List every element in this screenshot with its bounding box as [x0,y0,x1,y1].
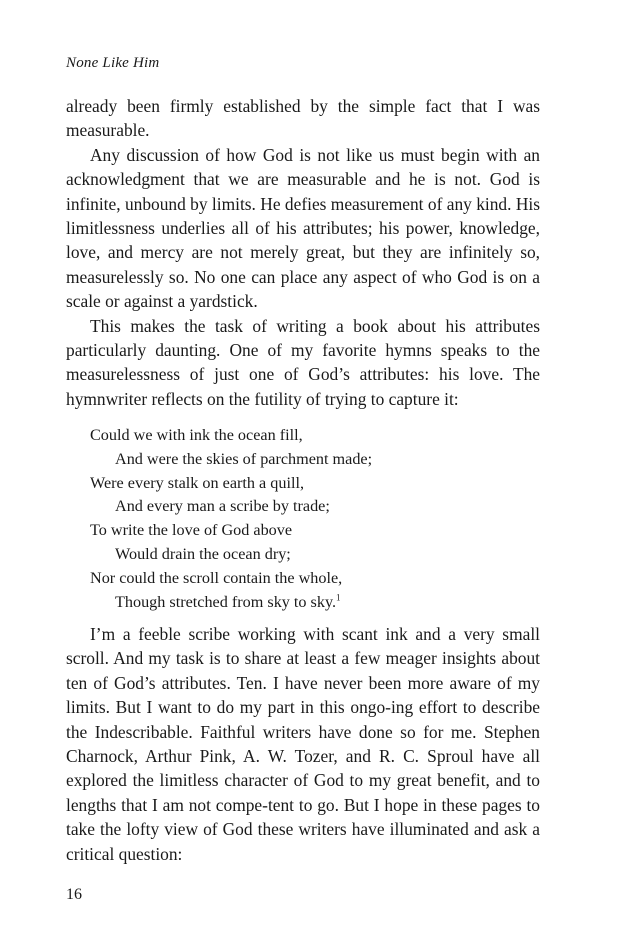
paragraph-feeble-scribe: I’m a feeble scribe working with scant ink and a very small scroll. And my task is to share at least a few meager insights about ten of God’s attributes. Ten. I have never been more aware of my limits. But I want to do my part in this ongo-ing effort to describe the Indescribable. Faithful writers have done so for me. Stephen Charnock, Arthur Pink, A. W. Tozer, and R. C. Sproul have all explored the limitless character of God to my great benefit, and to lengths that I am not compe-tent to go. But I hope in these pages to take the lofty view of God these writers have illuminated and ask a critical question: [66,624,540,864]
verse-line: Nor could the scroll contain the whole, [90,568,343,587]
hymn-verse [90,424,530,614]
verse-line: Were every stalk on earth a quill, [90,473,304,492]
verse-line: And were the skies of parchment made; [115,449,373,468]
verse-line: To write the love of God above [90,521,293,540]
page-number: 16 [66,886,82,903]
paragraph-daunting: This makes the task of writing a book about his attributes particularly daunting. One of my favorite hymns speaks to the measurelessness of just one of God’s attributes: his love. The hymnwriter reflects on the futility of trying to capture it: [66,315,540,409]
paragraph-continued: already been firmly established by the simple fact that I was measurable. [66,96,540,141]
verse-line: Could we with ink the ocean fill, [90,426,303,444]
verse-line: Would drain the ocean dry; [115,544,291,563]
paragraph-limitless: Any discussion of how God is not like us must begin with an acknowledgment that we are measurable and he is not. God is infinite, unbound by limits. He defies measurement of any kind. His limitlessness underlies all of his attributes; his power, knowledge, love, and mercy are not merely great, but they are infinitely so, measurelessly so. No one can place any aspect of who God is on a scale or against a yardstick. [66,144,540,312]
footnote-marker: 1 [336,592,341,603]
body-text-bottom [66,622,540,866]
verse-line-last [90,591,530,615]
verse-line-text: Though stretched from sky to sky. [115,592,337,611]
body-text-top [66,94,540,411]
verse-line: And every man a scribe by trade; [115,497,330,516]
running-head: None Like Him [66,55,160,71]
